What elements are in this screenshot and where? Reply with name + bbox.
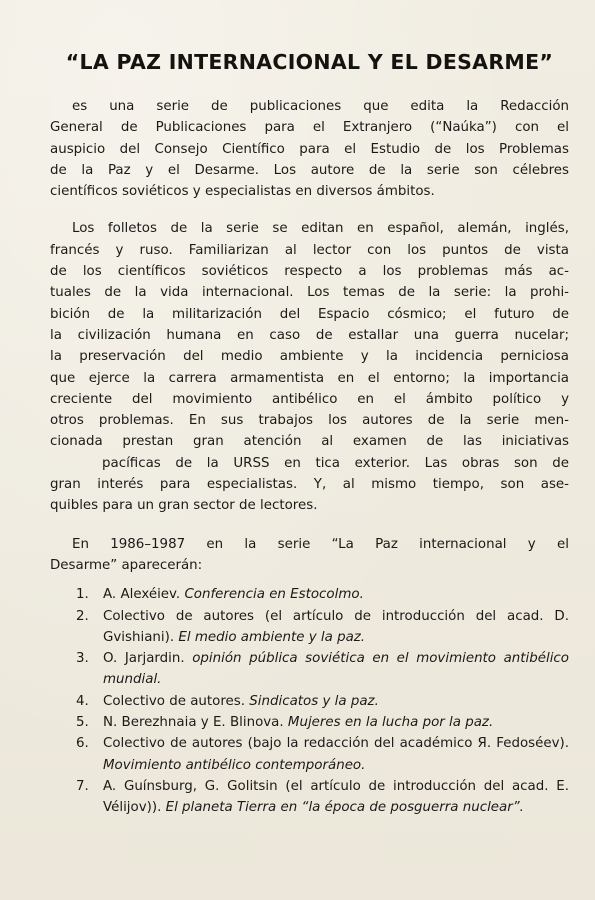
list-entry <box>103 776 569 819</box>
text-line: cionada prestan gran atención al examen de las iniciativas <box>50 434 569 450</box>
page-title: “LA PAZ INTERNACIONAL Y EL DESARME” <box>65 50 554 74</box>
list-number: 6. <box>76 736 89 752</box>
list-author: N. Berezhnaia y E. Blinova. <box>103 715 284 731</box>
text-line: la civilización humana en caso de estallar una guerra nucelar; <box>50 327 569 343</box>
list-author: O. Jarjardin. <box>103 651 185 667</box>
text-line: tuales de la vida internacional. Los temas de la serie: la prohi- <box>50 285 569 301</box>
list-work-title: Sindicatos y la paz. <box>249 693 379 709</box>
text-line: bición de la militarización del Espacio cósmico; el futuro de <box>50 306 569 322</box>
list-work-title: Mujeres en la lucha por la paz. <box>287 715 494 731</box>
text-line: En 1986–1987 en la serie “La Paz internacional y el <box>72 536 569 552</box>
text-line: gran interés para especialistas. Y, al mismo tiempo, son ase- <box>50 477 569 493</box>
text-line: pacíficas de la URSS en tica exterior. Las obras son de <box>102 455 569 471</box>
list-entry <box>103 648 569 691</box>
list-work-title: El planeta Tierra en “la época de posguerra nuclear”. <box>165 800 524 816</box>
list-number: 3. <box>76 651 89 667</box>
list-item <box>50 584 569 605</box>
list-item <box>50 691 569 712</box>
text-line: científicos soviéticos y especialistas en diversos ámbitos. <box>50 184 435 200</box>
list-item <box>50 606 569 649</box>
list-item <box>50 776 569 819</box>
intro-paragraph <box>50 96 569 202</box>
list-entry <box>103 691 569 712</box>
text-line: creciente del movimiento antibélico en el ámbito político y <box>50 391 569 407</box>
list-number: 1. <box>76 587 89 603</box>
text-line: quibles para un gran sector de lectores. <box>50 498 318 514</box>
list-author: Colectivo de autores (el artículo de introducción del acad. D. Gvishiani). <box>103 608 569 645</box>
text-line: de la Paz y el Desarme. Los autore de la serie son célebres <box>50 162 569 178</box>
list-entry <box>103 712 569 733</box>
text-line: otros problemas. En sus trabajos los autores de la serie men- <box>50 413 569 429</box>
list-work-title: Conferencia en Estocolmo. <box>184 587 364 603</box>
list-item <box>50 648 569 691</box>
list-author: Colectivo de autores. <box>103 693 246 709</box>
list-work-title: El medio ambiente y la paz. <box>178 629 366 645</box>
text-line: la preservación del medio ambiente y la incidencia perniciosa <box>50 349 569 365</box>
publication-list <box>50 584 569 818</box>
list-author: Colectivo de autores (bajo la redacción del académico Я. Fedoséev). <box>103 736 569 752</box>
list-entry <box>103 584 569 605</box>
description-paragraph <box>50 218 569 516</box>
list-author: A. Guínsburg, G. Golitsin (el artículo de introducción del acad. E. Vélijov)). <box>103 778 569 816</box>
list-number: 5. <box>76 715 89 731</box>
announcement-paragraph <box>50 534 569 577</box>
text-line: es una serie de publicaciones que edita la Redacción <box>72 99 569 114</box>
list-item <box>50 733 569 776</box>
list-item <box>50 712 569 733</box>
list-number: 2. <box>76 608 89 624</box>
text-line: Desarme” aparecerán: <box>50 557 203 573</box>
list-entry <box>103 606 569 649</box>
text-line: de los científicos soviéticos respecto a los problemas más ac- <box>50 264 569 280</box>
text-line: francés y ruso. Familiarizan al lector con los puntos de vista <box>50 242 569 258</box>
list-author: A. Alexéiev. <box>103 587 181 603</box>
list-number: 7. <box>76 778 89 794</box>
text-line: General de Publicaciones para el Extranjero (“Naúka”) con el <box>50 120 569 136</box>
list-work-title: Movimiento antibélico contemporáneo. <box>103 757 366 773</box>
list-entry <box>103 733 569 776</box>
text-line: auspicio del Consejo Científico para el Estudio de los Problemas <box>50 141 569 157</box>
list-number: 4. <box>76 693 89 709</box>
text-line: Los folletos de la serie se editan en español, alemán, inglés, <box>72 221 569 237</box>
list-work-title: opinión pública soviética en el movimiento antibélico mundial. <box>103 651 569 688</box>
text-line: que ejerce la carrera armamentista en el entorno; la importancia <box>50 370 569 386</box>
